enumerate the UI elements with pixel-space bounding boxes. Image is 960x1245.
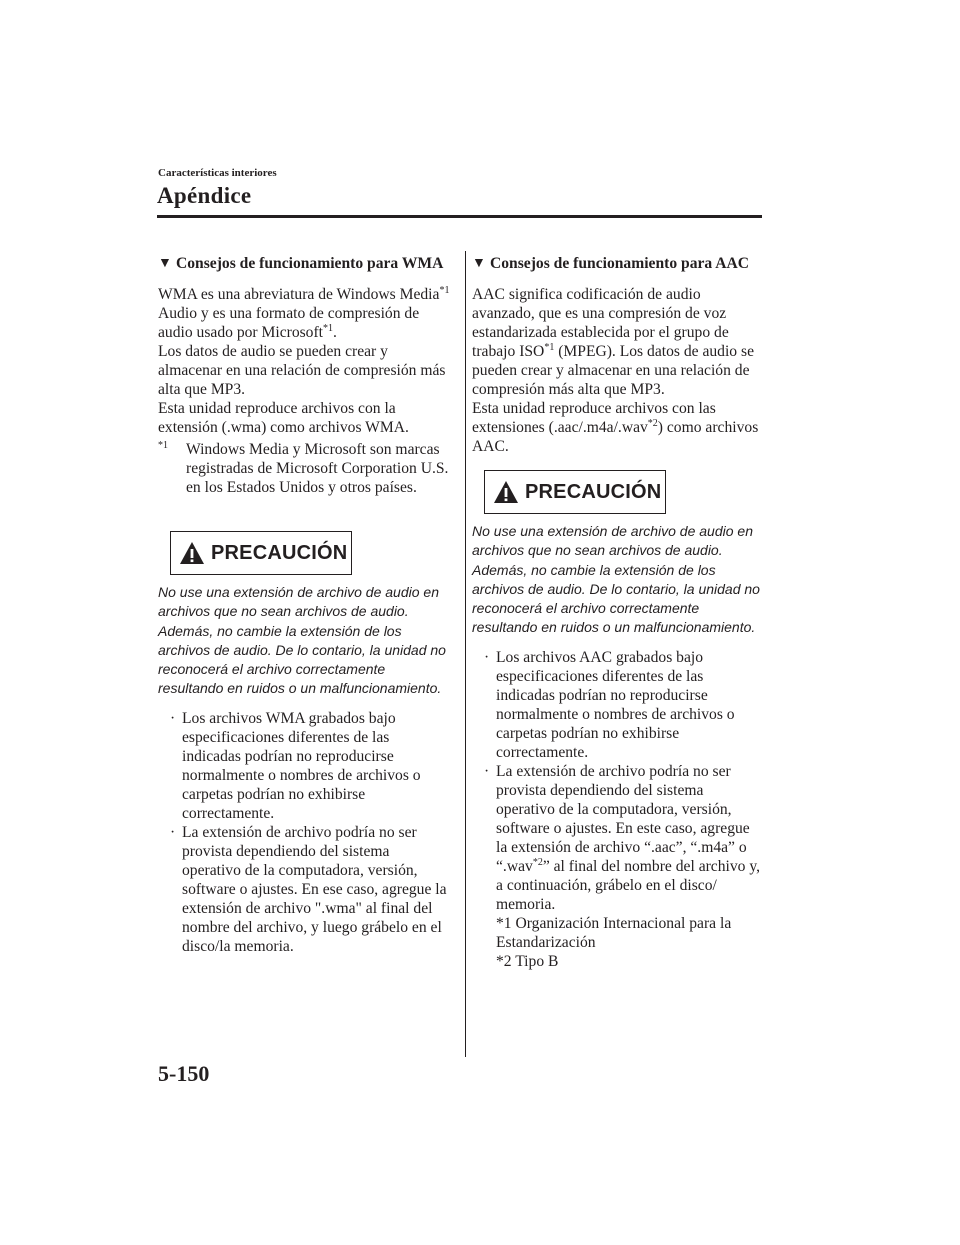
aac-heading <box>472 254 764 273</box>
right-column <box>472 254 764 971</box>
wma-bullet-list <box>158 709 450 956</box>
caution-text: No use una extensión de archivo de audio en archivos que no sean archivos de audio. Además, no cambie la extensión de los archivos de audio. De lo contario, la unidad no reconocerá el archivo correctamente resultando en ruidos o un malfuncionamiento. <box>472 523 760 636</box>
caution-box <box>170 531 352 575</box>
warning-icon <box>493 480 519 504</box>
wma-paragraph-2: Los datos de audio se pueden crear y almacenar en una relación de compresión más alta que MP3. <box>158 343 446 398</box>
caution-text: No use una extensión de archivo de audio en archivos que no sean archivos de audio. Además, no cambie la extensión de los archivos de audio. De lo contario, la unidad no reconocerá el archivo correctamente resultando en ruidos o un malfuncionamiento. <box>158 584 446 697</box>
aac-heading-text: Consejos de funcionamiento para AAC <box>490 255 750 272</box>
page-number: 5-150 <box>158 1061 210 1086</box>
header-rule <box>157 215 762 218</box>
caution-label: PRECAUCIÓN <box>525 480 662 503</box>
caution-box <box>484 470 666 514</box>
down-triangle-icon: ▼ <box>472 256 486 271</box>
aac-note-1: *1 Organización Internacional para la Estandarización <box>496 914 732 951</box>
list-item: · Los archivos AAC grabados bajo especificaciones diferentes de las indicadas podrían no reproducirse normalmente o nombres de archivos o carpetas podrían no exhibirse correctamente. <box>484 648 735 761</box>
aac-paragraph-2: Esta unidad reproduce archivos con las extensiones (.aac/.m4a/.wav$^{*2}$) como archivos AAC. <box>472 400 759 455</box>
aac-note-2: *2 Tipo B <box>496 952 559 970</box>
down-triangle-icon: ▼ <box>158 256 172 271</box>
aac-paragraph-1: AAC significa codificación de audio avanzado, que es una compresión de voz estandarizada establecida por el grupo de trabajo ISO$^{*1}$ (MPEG). Los datos de audio se pueden crear y almacenar en una relación de compresión más alta que MP3. <box>472 286 754 398</box>
chapter-title: Apéndice <box>157 183 252 208</box>
wma-footnote: $^{*1}$ Windows Media y Microsoft son marcas registradas de Microsoft Corporation U.S. en los Estados Unidos y otros países. <box>158 440 449 496</box>
wma-heading-text: Consejos de funcionamiento para WMA <box>176 255 444 272</box>
left-column <box>158 254 450 956</box>
section-title: Características interiores <box>158 167 277 179</box>
warning-icon <box>179 541 205 565</box>
wma-heading <box>158 254 450 273</box>
list-item: · La extensión de archivo podría no ser provista dependiendo del sistema operativo de la computadora, versión, software o ajustes. En este caso, agregue la extensión de archivo “.aac”, “.m4a” o “.wav$^{*2}$” al final del nombre del archivo y, a continuación, grábelo en el disco/ memoria. *1 Organización Internacional para la Estandarización *2 Tipo B <box>472 762 764 971</box>
aac-bullet-list <box>472 648 764 971</box>
list-item: · La extensión de archivo podría no ser provista dependiendo del sistema operativo de la computadora, versión, software o ajustes. En ese caso, agregue la extensión de archivo ".wma" al final del nombre del archivo, y luego grábelo en el disco/la memoria. <box>170 823 447 955</box>
wma-paragraph-1: WMA es una abreviatura de Windows Media$^{*1}$ Audio y es una formato de compresión de audio usado por Microsoft$^{*1}$. <box>158 285 450 341</box>
wma-paragraph-3: Esta unidad reproduce archivos con la extensión (.wma) como archivos WMA. <box>158 400 409 436</box>
list-item: · Los archivos WMA grabados bajo especificaciones diferentes de las indicadas podrían no reproducirse normalmente o nombres de archivos o carpetas podrían no exhibirse correctamente. <box>170 709 421 822</box>
column-divider <box>465 251 466 1057</box>
caution-label: PRECAUCIÓN <box>211 541 348 564</box>
